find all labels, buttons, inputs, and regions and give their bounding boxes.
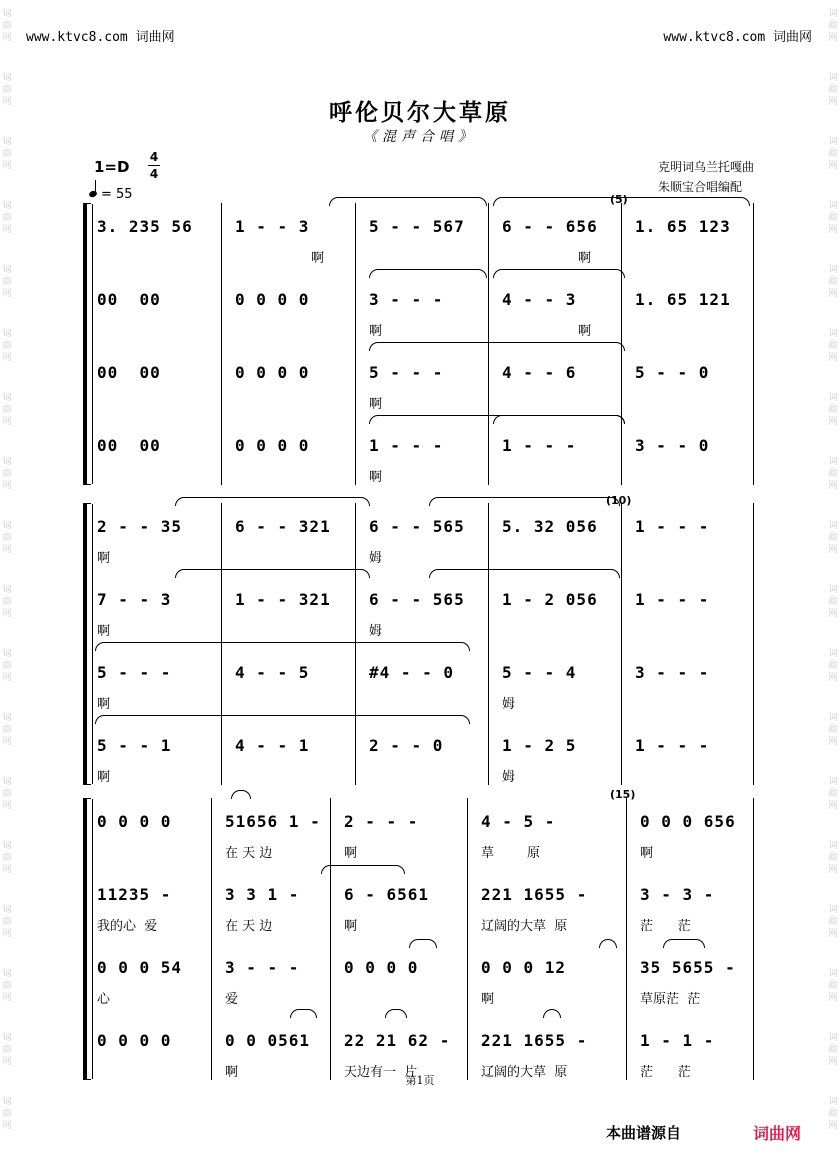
- measure-lyrics: 天边有一 片: [344, 1065, 418, 1080]
- left-watermark-strip: [0, 0, 14, 1169]
- tempo-marking: [89, 187, 133, 202]
- watermark-char: 网: [2, 97, 12, 107]
- watermark-char: 词: [828, 1033, 838, 1043]
- watermark-char: 网: [828, 545, 838, 555]
- watermark-char: 网: [828, 609, 838, 619]
- watermark-char: 网: [828, 97, 838, 107]
- measure-notes: 6 - - 321: [235, 517, 331, 536]
- brand-logo-text[interactable]: 词曲网: [753, 1124, 802, 1143]
- watermark-char: 词: [828, 73, 838, 83]
- measure-notes: 5 - - 567: [369, 217, 465, 236]
- measure-notes: 1 - - -: [369, 436, 444, 455]
- measure-notes: 00 00: [97, 436, 161, 455]
- measure-lyrics: 啊: [311, 251, 325, 266]
- watermark-char: 网: [828, 481, 838, 491]
- measure-notes: 0 0 0 0: [97, 812, 172, 831]
- watermark-char: 曲: [828, 981, 838, 991]
- measure-lyrics: 姆: [369, 624, 383, 639]
- watermark-char: 网: [2, 161, 12, 171]
- measure-notes: 35 5655 -: [640, 958, 736, 977]
- watermark-char: 曲: [828, 149, 838, 159]
- measure-notes: 1. 65 123: [635, 217, 731, 236]
- tempo-value: = 55: [101, 187, 133, 202]
- measure-notes: 3 - - -: [635, 663, 710, 682]
- watermark-char: 曲: [2, 853, 12, 863]
- watermark-char: 词: [828, 457, 838, 467]
- watermark-char: 曲: [2, 85, 12, 95]
- measure-number-15: (15): [610, 788, 636, 801]
- score-title: 呼伦贝尔大草原: [329, 99, 511, 126]
- measure-notes: 7 - - 3: [97, 590, 172, 609]
- watermark-char: 曲: [2, 405, 12, 415]
- watermark-char: 网: [2, 225, 12, 235]
- watermark-char: 曲: [2, 661, 12, 671]
- slur-mark: [429, 497, 620, 506]
- measure-notes: 1 - - -: [635, 590, 710, 609]
- watermark-char: 网: [828, 289, 838, 299]
- watermark-char: 词: [2, 137, 12, 147]
- watermark-char: 网: [828, 737, 838, 747]
- watermark-char: 网: [2, 609, 12, 619]
- measure-notes: 0 0 0 0: [235, 436, 310, 455]
- watermark-char: 网: [2, 353, 12, 363]
- slur-mark: [95, 715, 470, 724]
- watermark-char: 网: [2, 33, 12, 43]
- watermark-char: 词: [828, 841, 838, 851]
- measure-notes: 1 - - -: [635, 736, 710, 755]
- measure-notes: 5 - - -: [97, 663, 172, 682]
- measure-notes: 6 - 6561: [344, 885, 430, 904]
- watermark-char: 曲: [828, 405, 838, 415]
- slur-mark: [290, 1009, 317, 1018]
- watermark-char: 词: [2, 713, 12, 723]
- measure-notes: 221 1655 -: [481, 885, 588, 904]
- watermark-char: 网: [828, 161, 838, 171]
- measure-lyrics: 草原茫 茫: [640, 992, 701, 1007]
- measure-notes: 4 - - 5: [235, 663, 310, 682]
- measure-notes: 1 - 2 056: [502, 590, 598, 609]
- measure-lyrics: 啊: [369, 470, 383, 485]
- watermark-char: 词: [2, 393, 12, 403]
- watermark-char: 曲: [828, 917, 838, 927]
- measure-notes: 0 0 0 656: [640, 812, 736, 831]
- watermark-char: 曲: [2, 1109, 12, 1119]
- measure-notes: 3 3 1 -: [225, 885, 300, 904]
- watermark-char: 曲: [2, 341, 12, 351]
- watermark-char: 网: [2, 801, 12, 811]
- measure-notes: 1 - 2 5: [502, 736, 577, 755]
- slur-mark: [321, 865, 405, 874]
- measure-lyrics: 茫 茫: [640, 919, 691, 934]
- watermark-char: 网: [828, 801, 838, 811]
- slur-mark: [175, 569, 370, 578]
- voice-row: [83, 958, 755, 1028]
- watermark-char: 词: [2, 329, 12, 339]
- watermark-char: 曲: [2, 277, 12, 287]
- time-signature-top: 4: [149, 150, 159, 164]
- slur-mark: [429, 569, 620, 578]
- voice-row: [83, 812, 755, 882]
- watermark-char: 曲: [828, 661, 838, 671]
- measure-lyrics: 啊: [97, 624, 111, 639]
- measure-notes: 6 - - 565: [369, 517, 465, 536]
- slur-mark: [369, 269, 487, 278]
- measure-notes: 22 21 62 -: [344, 1031, 451, 1050]
- measure-notes: 11235 -: [97, 885, 172, 904]
- watermark-char: 曲: [2, 149, 12, 159]
- measure-lyrics: 啊: [97, 551, 111, 566]
- measure-lyrics: 我的心 爱: [97, 919, 158, 934]
- measure-lyrics: 啊: [344, 846, 358, 861]
- measure-notes: 2 - - 35: [97, 517, 183, 536]
- watermark-char: 网: [2, 481, 12, 491]
- measure-lyrics: 啊: [578, 324, 592, 339]
- watermark-char: 网: [2, 865, 12, 875]
- measure-lyrics: 姆: [369, 551, 383, 566]
- watermark-char: 词: [2, 585, 12, 595]
- watermark-char: 词: [2, 649, 12, 659]
- measure-notes: 3 - - -: [369, 290, 444, 309]
- measure-lyrics: 爱: [225, 992, 239, 1007]
- watermark-char: 词: [828, 969, 838, 979]
- watermark-char: 词: [2, 777, 12, 787]
- watermark-char: 词: [2, 457, 12, 467]
- watermark-char: 网: [828, 1121, 838, 1131]
- measure-notes: 1 - - 321: [235, 590, 331, 609]
- measure-lyrics: 啊: [225, 1065, 239, 1080]
- watermark-char: 曲: [828, 853, 838, 863]
- slur-mark: [493, 197, 750, 206]
- key-signature: 1=D: [94, 158, 130, 176]
- measure-notes: 4 - - 1: [235, 736, 310, 755]
- measure-notes: 5 - - 0: [635, 363, 710, 382]
- measure-notes: 1 - - -: [502, 436, 577, 455]
- watermark-char: 曲: [828, 597, 838, 607]
- watermark-char: 曲: [828, 213, 838, 223]
- time-signature-bottom: 4: [149, 167, 159, 181]
- measure-notes: 0 0 0 0: [97, 1031, 172, 1050]
- watermark-char: 曲: [828, 533, 838, 543]
- measure-lyrics: 啊: [578, 251, 592, 266]
- watermark-char: 网: [828, 993, 838, 1003]
- measure-notes: 0 0 0 0: [344, 958, 419, 977]
- measure-number-5: (5): [610, 193, 628, 206]
- measure-lyrics: 在 天 边: [225, 846, 273, 861]
- watermark-char: 网: [828, 417, 838, 427]
- watermark-char: 词: [828, 393, 838, 403]
- watermark-char: 曲: [828, 725, 838, 735]
- watermark-char: 网: [828, 225, 838, 235]
- measure-notes: 1 - - -: [635, 517, 710, 536]
- watermark-char: 词: [828, 9, 838, 19]
- watermark-char: 词: [828, 521, 838, 531]
- measure-notes: 3 - - 0: [635, 436, 710, 455]
- watermark-char: 词: [828, 649, 838, 659]
- watermark-char: 词: [2, 1033, 12, 1043]
- measure-lyrics: 心: [97, 992, 111, 1007]
- site-url-right[interactable]: www.ktvc8.com 词曲网: [663, 30, 812, 45]
- measure-notes: 5. 32 056: [502, 517, 598, 536]
- measure-notes: 1 - - 3: [235, 217, 310, 236]
- watermark-char: 曲: [828, 85, 838, 95]
- measure-lyrics: 姆: [502, 697, 516, 712]
- measure-lyrics: 在 天 边: [225, 919, 273, 934]
- watermark-char: 词: [828, 137, 838, 147]
- watermark-char: 曲: [828, 341, 838, 351]
- watermark-char: 网: [828, 33, 838, 43]
- measure-notes: 4 - - 6: [502, 363, 577, 382]
- watermark-char: 网: [828, 929, 838, 939]
- measure-notes: 0 0 0 54: [97, 958, 183, 977]
- score-system: [83, 503, 755, 785]
- measure-notes: 1. 65 121: [635, 290, 731, 309]
- time-signature: [148, 150, 160, 181]
- credit-arranger: 朱顺宝合唱编配: [658, 180, 743, 194]
- measure-notes: 6 - - 565: [369, 590, 465, 609]
- measure-notes: 51656 1 -: [225, 812, 321, 831]
- watermark-char: 词: [828, 777, 838, 787]
- watermark-char: 曲: [2, 725, 12, 735]
- measure-lyrics: 辽阔的大草 原: [481, 1065, 568, 1080]
- watermark-char: 曲: [2, 789, 12, 799]
- site-url-left[interactable]: www.ktvc8.com 词曲网: [26, 30, 175, 45]
- measure-notes: 221 1655 -: [481, 1031, 588, 1050]
- measure-notes: 3 - - -: [225, 958, 300, 977]
- measure-notes: 4 - 5 -: [481, 812, 556, 831]
- watermark-char: 词: [828, 1097, 838, 1107]
- measure-notes: 0 0 0 12: [481, 958, 567, 977]
- watermark-char: 词: [828, 201, 838, 211]
- measure-notes: 5 - - 1: [97, 736, 172, 755]
- watermark-char: 词: [2, 1097, 12, 1107]
- measure-notes: 5 - - -: [369, 363, 444, 382]
- watermark-char: 词: [2, 969, 12, 979]
- measure-notes: 2 - - 0: [369, 736, 444, 755]
- credit-composer: 克明词乌兰托嘎曲: [658, 160, 755, 174]
- watermark-char: 词: [828, 329, 838, 339]
- measure-lyrics: 茫 茫: [640, 1065, 691, 1080]
- slur-mark: [95, 642, 470, 651]
- watermark-char: 词: [828, 905, 838, 915]
- watermark-char: 词: [828, 585, 838, 595]
- voice-row: [83, 736, 755, 806]
- score-system: [83, 203, 755, 485]
- measure-notes: 3. 235 56: [97, 217, 193, 236]
- watermark-char: 词: [828, 265, 838, 275]
- measure-lyrics: 啊: [344, 919, 358, 934]
- watermark-char: 网: [2, 929, 12, 939]
- measure-number-10: (10): [606, 494, 632, 507]
- slur-mark: [175, 497, 370, 506]
- measure-notes: 3 - 3 -: [640, 885, 715, 904]
- measure-lyrics: 啊: [369, 324, 383, 339]
- watermark-char: 网: [2, 289, 12, 299]
- watermark-char: 词: [828, 713, 838, 723]
- watermark-char: 网: [2, 737, 12, 747]
- watermark-char: 词: [2, 73, 12, 83]
- measure-notes: 4 - - 3: [502, 290, 577, 309]
- score-subtitle: 《混声合唱》: [363, 129, 477, 145]
- measure-lyrics: 啊: [97, 770, 111, 785]
- watermark-char: 网: [828, 673, 838, 683]
- measure-lyrics: 草 原: [481, 846, 541, 861]
- watermark-char: 曲: [2, 597, 12, 607]
- watermark-char: 曲: [2, 981, 12, 991]
- slur-mark: [663, 939, 705, 948]
- slur-mark: [231, 790, 251, 799]
- measure-notes: 00 00: [97, 290, 161, 309]
- watermark-char: 网: [2, 545, 12, 555]
- watermark-char: 网: [2, 1121, 12, 1131]
- page-number: 第1页: [405, 1074, 435, 1087]
- watermark-char: 曲: [2, 21, 12, 31]
- watermark-char: 网: [2, 993, 12, 1003]
- watermark-char: 网: [828, 865, 838, 875]
- watermark-char: 曲: [2, 469, 12, 479]
- measure-notes: 1 - 1 -: [640, 1031, 715, 1050]
- voice-row: [83, 1031, 755, 1101]
- watermark-char: 曲: [828, 1045, 838, 1055]
- measure-notes: 2 - - -: [344, 812, 419, 831]
- watermark-char: 词: [2, 841, 12, 851]
- slur-mark: [329, 197, 487, 206]
- watermark-char: 网: [828, 353, 838, 363]
- measure-notes: 00 00: [97, 363, 161, 382]
- measure-notes: 6 - - 656: [502, 217, 598, 236]
- watermark-char: 曲: [2, 917, 12, 927]
- watermark-char: 曲: [2, 213, 12, 223]
- watermark-char: 网: [2, 417, 12, 427]
- watermark-char: 词: [2, 905, 12, 915]
- measure-notes: 0 0 0561: [225, 1031, 311, 1050]
- watermark-char: 网: [2, 1057, 12, 1067]
- watermark-char: 曲: [828, 21, 838, 31]
- watermark-char: 曲: [828, 469, 838, 479]
- watermark-char: 网: [2, 673, 12, 683]
- slur-mark: [409, 939, 437, 948]
- measure-lyrics: 辽阔的大草 原: [481, 919, 568, 934]
- watermark-char: 网: [828, 1057, 838, 1067]
- watermark-char: 词: [2, 521, 12, 531]
- watermark-char: 曲: [828, 277, 838, 287]
- slur-mark: [493, 269, 625, 278]
- voice-row: [83, 436, 755, 506]
- measure-lyrics: 啊: [369, 397, 383, 412]
- score-system: [83, 798, 755, 1080]
- measure-notes: #4 - - 0: [369, 663, 455, 682]
- measure-lyrics: 啊: [481, 992, 495, 1007]
- measure-lyrics: 啊: [97, 697, 111, 712]
- watermark-char: 曲: [2, 1045, 12, 1055]
- quarter-note-icon: [88, 190, 98, 198]
- slur-mark: [369, 342, 625, 351]
- watermark-char: 曲: [828, 1109, 838, 1119]
- measure-lyrics: 姆: [502, 770, 516, 785]
- right-watermark-strip: [826, 0, 840, 1169]
- measure-notes: 5 - - 4: [502, 663, 577, 682]
- slur-mark: [493, 415, 625, 424]
- measure-notes: 0 0 0 0: [235, 290, 310, 309]
- watermark-char: 曲: [2, 533, 12, 543]
- source-label: 本曲谱源自: [606, 1124, 682, 1142]
- watermark-char: 曲: [828, 789, 838, 799]
- watermark-char: 词: [2, 9, 12, 19]
- watermark-char: 词: [2, 201, 12, 211]
- slur-mark: [385, 1009, 407, 1018]
- measure-lyrics: 啊: [640, 846, 654, 861]
- measure-notes: 0 0 0 0: [235, 363, 310, 382]
- watermark-char: 词: [2, 265, 12, 275]
